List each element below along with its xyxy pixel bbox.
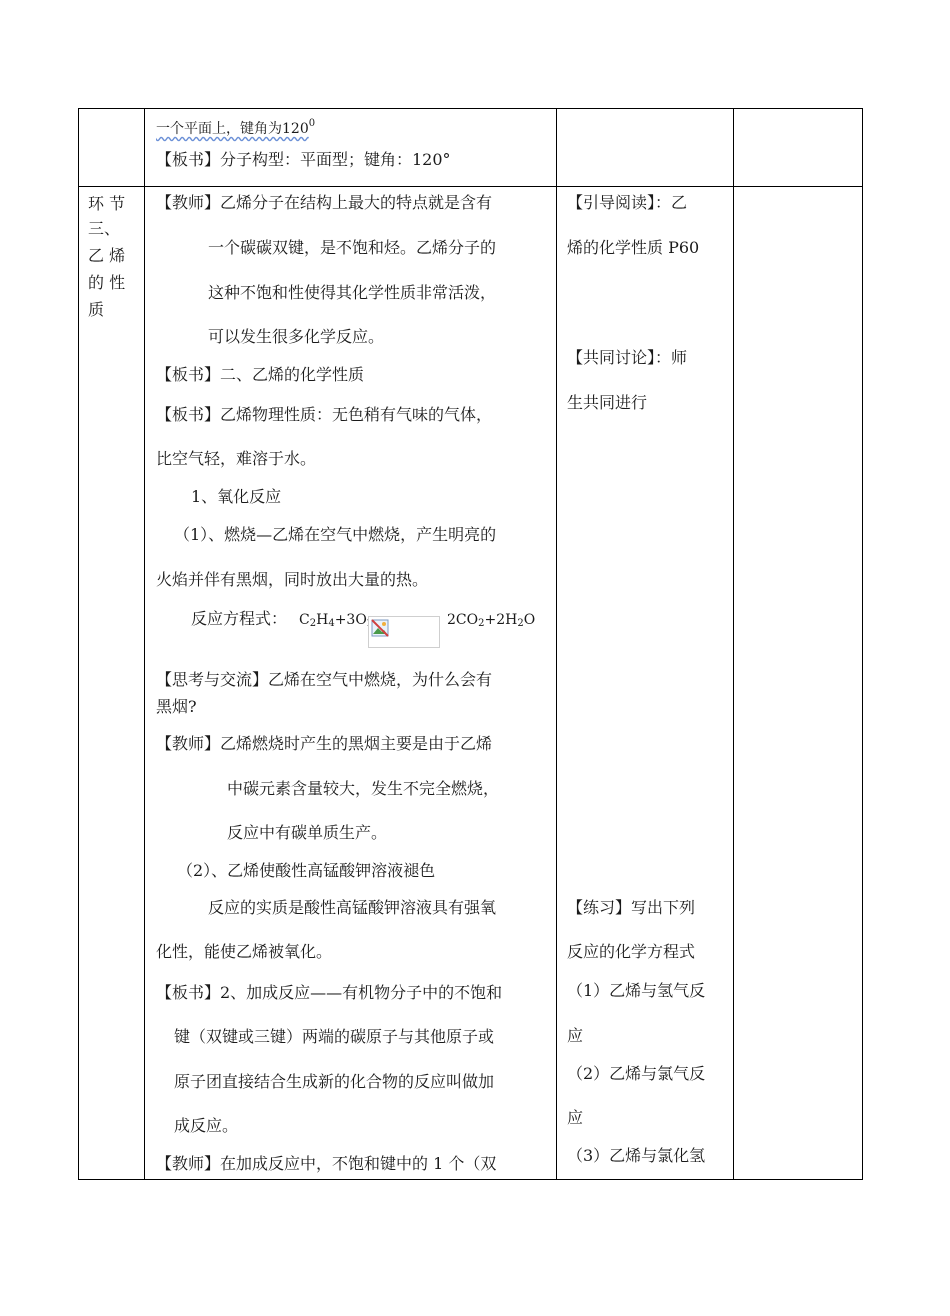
content-line: 原子团直接结合生成新的化合物的反应叫做加 xyxy=(174,1072,495,1091)
content-line: 【板书】二、乙烯的化学性质 xyxy=(156,365,365,384)
content-line: 反应中有碳单质生产。 xyxy=(227,823,388,842)
content-line: 可以发生很多化学反应。 xyxy=(208,327,385,346)
activity-line: 应 xyxy=(567,1108,584,1127)
content-line: 键（双键或三键）两端的碳原子与其他原子或 xyxy=(174,1027,495,1046)
table-col-divider-2 xyxy=(556,108,557,1180)
section-label-line: 三、 xyxy=(88,219,121,238)
table-col-divider-3 xyxy=(733,108,734,1180)
content-line: 成反应。 xyxy=(174,1116,239,1135)
activity-line: （2）乙烯与氯气反 xyxy=(567,1064,706,1083)
table-row-divider xyxy=(78,186,863,187)
table-col-divider-1 xyxy=(144,108,145,1180)
table-border-bottom xyxy=(78,1179,863,1180)
equation-label: 反应方程式： xyxy=(191,609,288,628)
table-border-left xyxy=(78,108,79,1180)
activity-line: 应 xyxy=(567,1026,584,1045)
content-line: 【板书】乙烯物理性质：无色稍有气味的气体， xyxy=(156,405,493,424)
content-line: 【教师】乙烯分子在结构上最大的特点就是含有 xyxy=(156,193,493,212)
content-line: 中碳元素含量较大，发生不完全燃烧， xyxy=(227,779,500,798)
content-line: 1、氧化反应 xyxy=(191,487,282,506)
activity-line: （1）乙烯与氢气反 xyxy=(567,981,706,1000)
content-line: 化性，能使乙烯被氧化。 xyxy=(156,942,333,961)
content-line: 反应的实质是酸性高锰酸钾溶液具有强氧 xyxy=(208,898,497,917)
content-line: （1）、燃烧—乙烯在空气中燃烧，产生明亮的 xyxy=(174,525,497,544)
activity-line: 【练习】写出下列 xyxy=(567,898,696,917)
content-line: 比空气轻，难溶于水。 xyxy=(156,449,317,468)
section-label-line: 质 xyxy=(88,300,105,319)
content-line: 【教师】在加成反应中，不饱和键中的 1 个（双 xyxy=(156,1154,497,1173)
content-line: 【教师】乙烯燃烧时产生的黑烟主要是由于乙烯 xyxy=(156,734,493,753)
activity-line: 生共同进行 xyxy=(567,393,648,412)
content-line: 【板书】2、加成反应——有机物分子中的不饱和 xyxy=(156,983,503,1002)
row1-line2: 【板书】分子构型：平面型；键角：120° xyxy=(156,150,451,169)
row1-line1-sup: 0 xyxy=(308,118,316,129)
activity-line: 烯的化学性质 P60 xyxy=(567,238,700,257)
broken-image-icon xyxy=(371,619,389,637)
activity-line: 【引导阅读】：乙 xyxy=(567,193,688,212)
content-line: （2）、乙烯使酸性高锰酸钾溶液褪色 xyxy=(177,861,436,880)
activity-line: 反应的化学方程式 xyxy=(567,942,696,961)
content-line: 火焰并伴有黑烟，同时放出大量的热。 xyxy=(156,570,429,589)
content-line: 【思考与交流】乙烯在空气中燃烧，为什么会有 xyxy=(156,670,493,689)
row1-line1-text: 一个平面上，键角为120 xyxy=(156,121,309,137)
section-label-line: 环 节 xyxy=(88,194,126,213)
row1-line1 xyxy=(156,114,315,139)
content-line: 这种不饱和性使得其化学性质非常活泼， xyxy=(208,283,497,302)
table-border-right xyxy=(862,108,863,1180)
activity-line: 【共同讨论】：师 xyxy=(567,348,688,367)
section-label-line: 的 性 xyxy=(88,273,126,292)
activity-line: （3）乙烯与氯化氢 xyxy=(567,1146,706,1165)
content-line: 黑烟? xyxy=(156,697,197,716)
content-line: 一个碳碳双键，是不饱和烃。乙烯分子的 xyxy=(208,238,497,257)
equation-left: $C_2H_4+3O$ xyxy=(299,612,367,629)
table-border-top xyxy=(78,108,863,109)
equation-right: $2CO_2+2H_2O$ xyxy=(447,612,536,629)
section-label-line: 乙 烯 xyxy=(88,246,126,265)
broken-image-placeholder xyxy=(368,616,440,648)
